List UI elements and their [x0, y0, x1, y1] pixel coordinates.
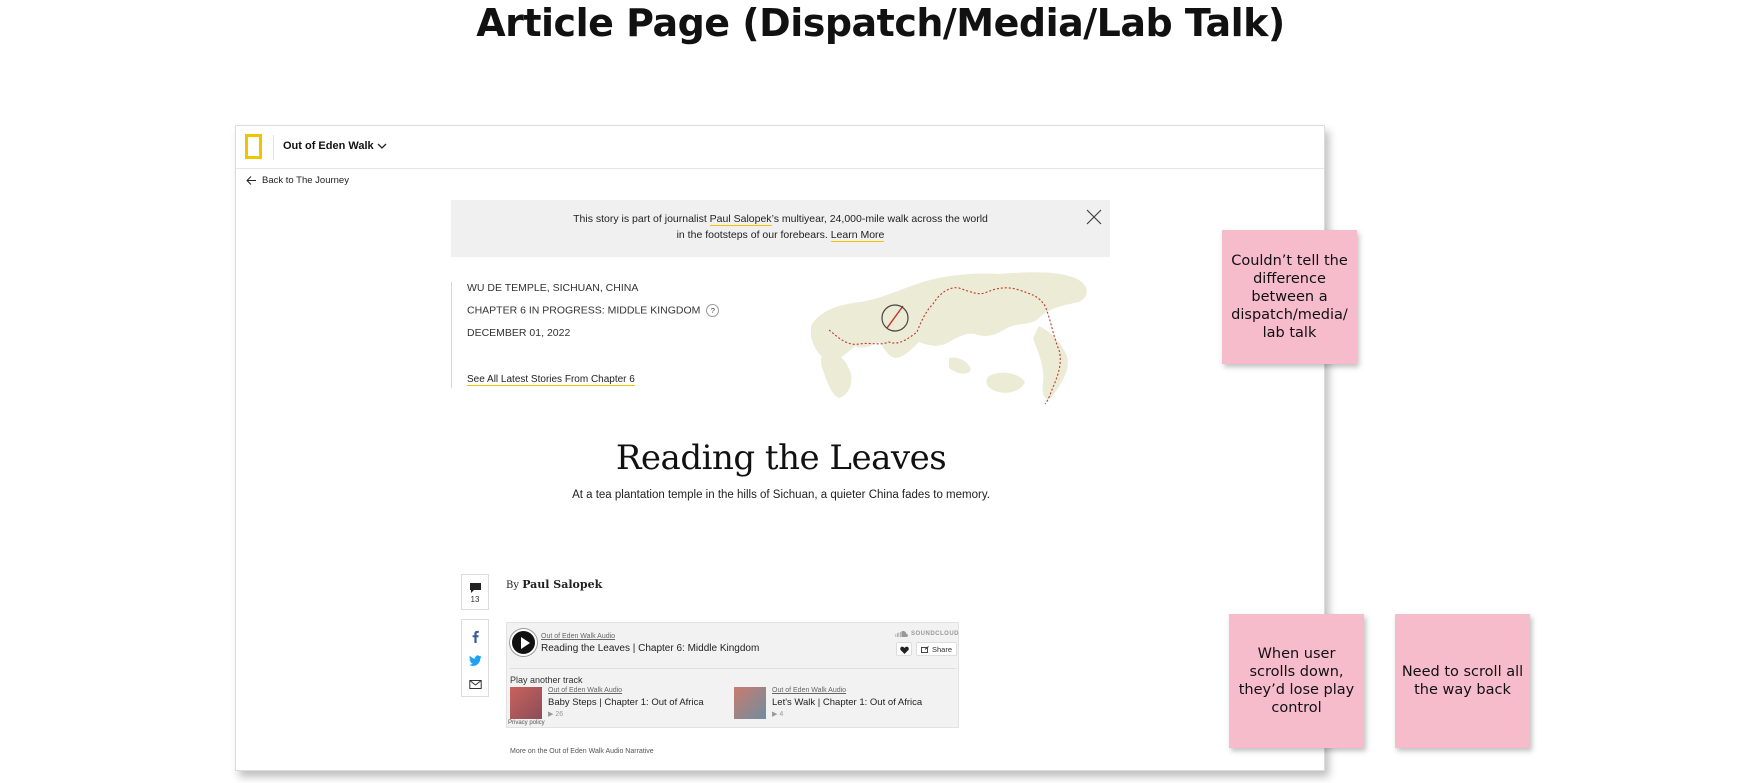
banner-line2: in the footsteps of our forebears.: [676, 229, 831, 241]
sticky-note-dispatch-confusion: Couldn’t tell the difference between a dispatch/media/ lab talk: [1222, 230, 1357, 364]
story-date: DECEMBER 01, 2022: [467, 327, 571, 339]
play-another-label: Play another track: [510, 675, 583, 685]
banner-text-before: This story is part of journalist: [573, 213, 710, 225]
story-meta: [451, 282, 751, 388]
soundcloud-icon: [895, 630, 908, 637]
article-headline: Reading the Leaves: [615, 438, 947, 478]
more-audio-link[interactable]: More on the Out of Eden Walk Audio Narrative: [510, 748, 654, 755]
like-button[interactable]: [896, 642, 912, 656]
learn-more-link[interactable]: Learn More: [830, 229, 885, 241]
facebook-icon[interactable]: [469, 630, 482, 643]
journey-banner: [451, 200, 1110, 257]
article-dek: At a tea plantation temple in the hills of Sichuan, a quieter China fades to memory.: [572, 489, 990, 501]
privacy-policy-link[interactable]: Privacy policy: [508, 720, 545, 726]
track-play-count: ▶ 26: [548, 711, 564, 718]
banner-text: [451, 211, 1110, 243]
soundcloud-brand-label: SOUNDCLOUD: [911, 630, 959, 637]
back-link[interactable]: [246, 175, 349, 186]
track-artist[interactable]: Out of Eden Walk Audio: [548, 687, 623, 694]
track-play-count: ▶ 4: [772, 711, 784, 718]
player-divider: [510, 668, 956, 669]
byline-author[interactable]: Paul Salopek: [522, 578, 603, 591]
track-title[interactable]: Baby Steps | Chapter 1: Out of Africa: [548, 697, 704, 708]
player-share-button[interactable]: [916, 642, 957, 656]
heart-icon: [900, 646, 909, 654]
byline: [506, 578, 602, 591]
player-artist-link[interactable]: Out of Eden Walk Audio: [541, 633, 616, 640]
byline-prefix: By: [506, 580, 523, 591]
banner-text-after: ’s multiyear, 24,000-mile walk across the world: [771, 213, 988, 225]
email-icon[interactable]: [469, 678, 482, 691]
share-tools: [461, 619, 489, 697]
player-share-label: Share: [931, 644, 952, 654]
play-button[interactable]: [510, 629, 537, 656]
track-artwork: [510, 687, 542, 719]
comment-icon: [470, 583, 481, 593]
nat-geo-logo-icon[interactable]: [245, 134, 262, 159]
chevron-down-icon[interactable]: [376, 140, 388, 152]
story-location: WU DE TEMPLE, SICHUAN, CHINA: [467, 282, 639, 294]
player-track-title[interactable]: Reading the Leaves | Chapter 6: Middle Kingdom: [541, 643, 760, 654]
top-nav: [236, 126, 1324, 169]
share-icon: [921, 646, 929, 653]
soundcloud-player: [506, 622, 959, 728]
nav-divider: [273, 135, 274, 160]
chapter-label: CHAPTER 6 IN PROGRESS: MIDDLE KINGDOM: [467, 304, 701, 317]
arrow-left-icon: [246, 176, 257, 185]
chapter-stories-link[interactable]: See All Latest Stories From Chapter 6: [467, 374, 635, 385]
close-icon[interactable]: [1085, 208, 1103, 226]
comment-count: 13: [470, 595, 480, 604]
sticky-note-scroll-back: Need to scroll all the way back: [1395, 614, 1530, 748]
board-title: Article Page (Dispatch/Media/Lab Talk): [476, 1, 1285, 45]
help-icon[interactable]: ?: [706, 304, 719, 317]
story-chapter: [467, 304, 719, 317]
nav-title[interactable]: Out of Eden Walk: [283, 140, 374, 152]
comments-button[interactable]: [461, 574, 489, 610]
track-artwork: [734, 687, 766, 719]
banner-author-link[interactable]: Paul Salopek: [709, 213, 772, 225]
twitter-icon[interactable]: [469, 654, 482, 667]
sticky-note-lose-play-control: When user scrolls down, they’d lose play control: [1229, 614, 1364, 748]
track-title[interactable]: Let's Walk | Chapter 1: Out of Africa: [772, 697, 923, 708]
back-link-label: Back to The Journey: [262, 175, 349, 186]
route-map[interactable]: [799, 266, 1095, 406]
soundcloud-brand[interactable]: [895, 630, 959, 637]
track-item[interactable]: [510, 687, 730, 721]
article-page-frame: [235, 125, 1325, 771]
track-artist[interactable]: Out of Eden Walk Audio: [772, 687, 847, 694]
track-item[interactable]: [734, 687, 954, 721]
